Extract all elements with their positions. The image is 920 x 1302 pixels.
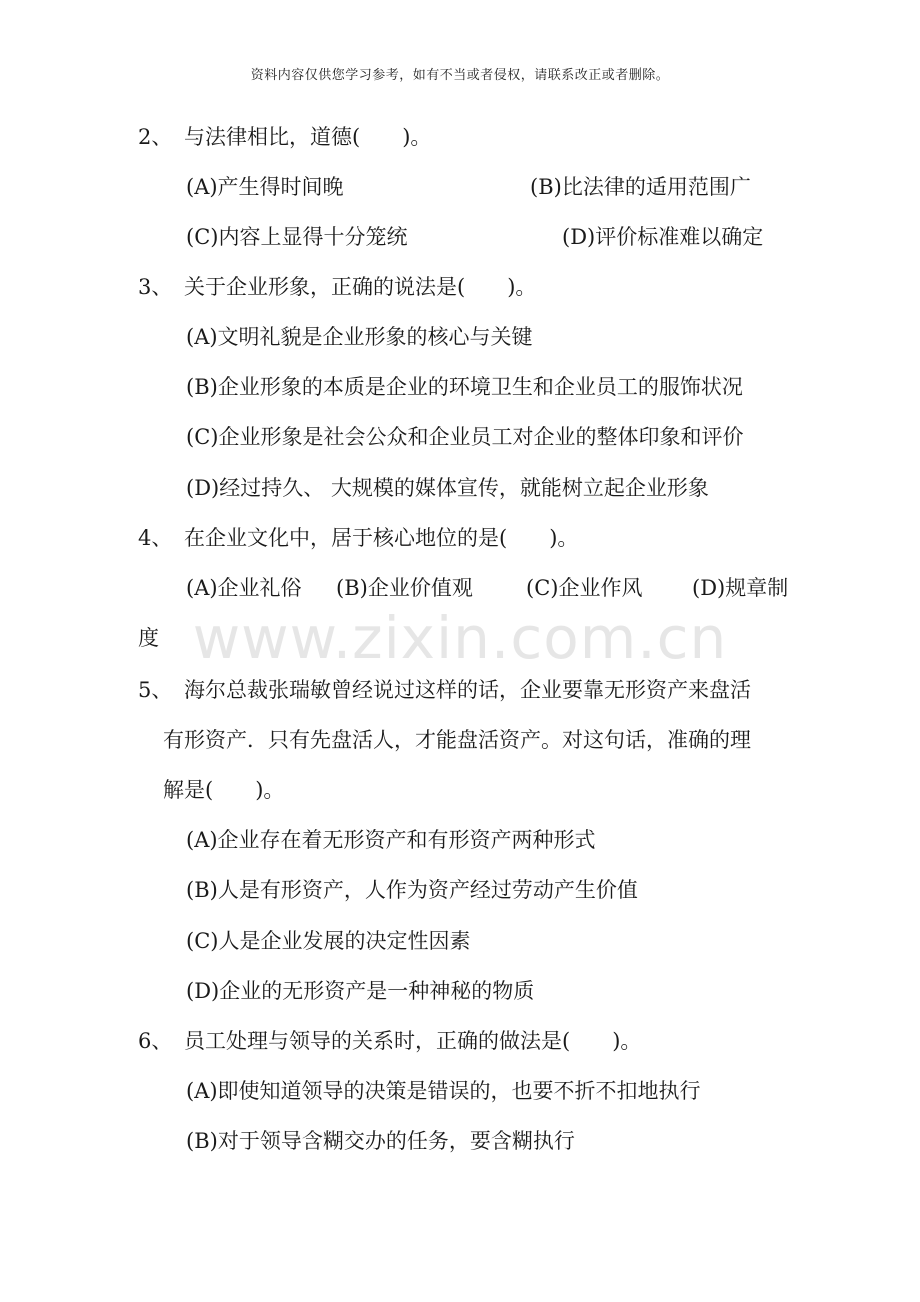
- question-number: 6、: [138, 1029, 173, 1053]
- question-6-stem: [138, 1027, 641, 1055]
- watermark: www.zixin.com.cn: [192, 604, 728, 672]
- question-2-option-b: (B)比法律的适用范围广: [530, 175, 751, 199]
- question-4-option-b: (B)企业价值观: [336, 576, 473, 600]
- question-number: 4、: [138, 526, 173, 550]
- question-2-stem: [138, 123, 431, 151]
- question-5-stem: [138, 676, 751, 704]
- question-number: 2、: [138, 125, 173, 149]
- question-4-option-a: (A)企业礼俗: [186, 576, 302, 600]
- question-4-option-c: (C)企业作风: [526, 576, 643, 600]
- question-2-option-d: (D)评价标准难以确定: [562, 225, 764, 249]
- question-5-option-a: (A)企业存在着无形资产和有形资产两种形式: [186, 828, 596, 852]
- question-4-option-d-wrap: 度: [138, 626, 159, 650]
- question-2-option-c: (C)内容上显得十分笼统: [186, 225, 408, 249]
- question-text: 与法律相比，道德( )。: [184, 125, 432, 149]
- question-text: 关于企业形象，正确的说法是( )。: [184, 275, 537, 299]
- question-4-option-d: (D)规章制: [692, 576, 789, 600]
- question-6-option-b: (B)对于领导含糊交办的任务，要含糊执行: [186, 1129, 575, 1153]
- header-note: 资料内容仅供您学习参考，如有不当或者侵权，请联系改正或者删除。: [250, 68, 670, 83]
- question-3-stem: [138, 273, 536, 301]
- question-3-option-a: (A)文明礼貌是企业形象的核心与关键: [186, 325, 533, 349]
- question-5-option-d: (D)企业的无形资产是一种神秘的物质: [186, 979, 535, 1003]
- question-text: 海尔总裁张瑞敏曾经说过这样的话，企业要靠无形资产来盘活: [184, 678, 751, 702]
- question-text: 在企业文化中，居于核心地位的是( )。: [184, 526, 579, 550]
- question-6-option-a: (A)即使知道领导的决策是错误的，也要不折不扣地执行: [186, 1079, 701, 1103]
- question-5-stem-line-3: 解是( )。: [163, 778, 285, 802]
- question-2-option-a: (A)产生得时间晚: [186, 175, 344, 199]
- question-5-option-b: (B)人是有形资产，人作为资产经过劳动产生价值: [186, 878, 638, 902]
- question-5-stem-line-2: 有形资产．只有先盘活人，才能盘活资产。对这句话，准确的理: [163, 728, 751, 752]
- question-3-option-d: (D)经过持久、 大规模的媒体宣传，就能树立起企业形象: [186, 476, 709, 500]
- question-5-option-c: (C)人是企业发展的决定性因素: [186, 929, 471, 953]
- question-number: 3、: [138, 275, 173, 299]
- question-4-stem: [138, 524, 578, 552]
- question-text: 员工处理与领导的关系时，正确的做法是( )。: [184, 1029, 642, 1053]
- question-number: 5、: [138, 678, 173, 702]
- question-3-option-b: (B)企业形象的本质是企业的环境卫生和企业员工的服饰状况: [186, 375, 743, 399]
- question-3-option-c: (C)企业形象是社会公众和企业员工对企业的整体印象和评价: [186, 425, 744, 449]
